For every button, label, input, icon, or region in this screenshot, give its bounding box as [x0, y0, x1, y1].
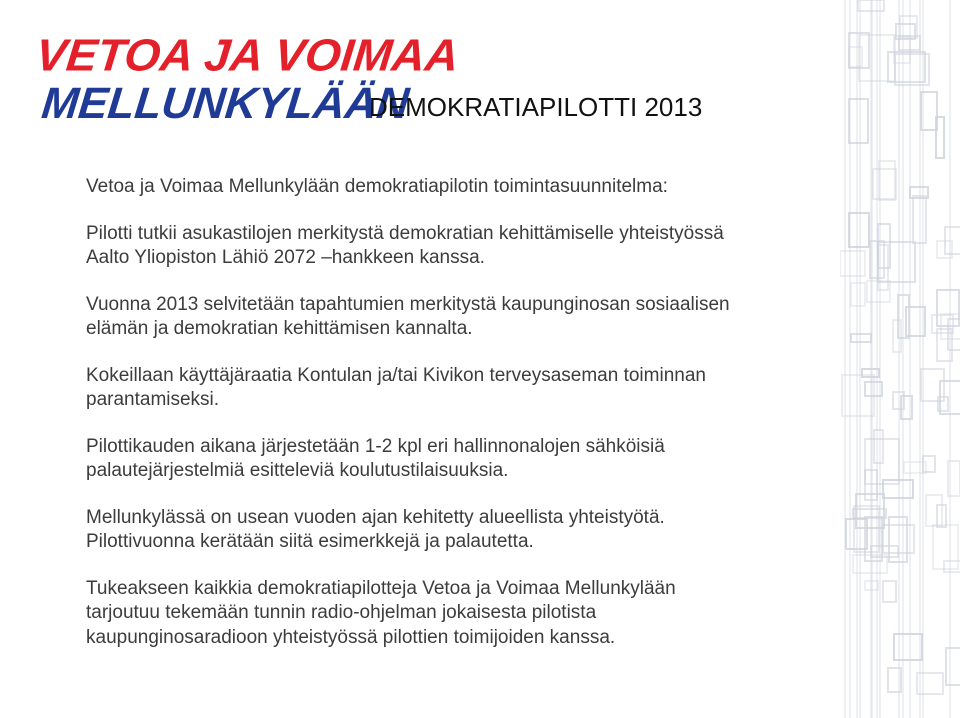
- paragraph: [86, 435, 826, 484]
- paragraph-line: parantamiseksi.: [86, 389, 220, 410]
- paragraph-line: kaupunginosaradioon yhteistyössä pilottien toimijoiden kanssa.: [86, 626, 616, 648]
- paragraph: [86, 364, 826, 413]
- body-text: [86, 175, 826, 650]
- paragraph-line: tarjoutuu tekemään tunnin radio-ohjelman jokaisesta pilotista: [86, 602, 597, 623]
- page-title: DEMOKRATIAPILOTTI 2013: [369, 92, 703, 122]
- paragraph-line: Pilottivuonna kerätään siitä esimerkkejä ja palautetta.: [86, 531, 534, 552]
- paragraph-line: Pilotti tutkii asukastilojen merkitystä demokratian kehittämiselle yhteistyössä: [86, 222, 724, 244]
- paragraph-line: Kokeillaan käyttäjäraatia Kontulan ja/tai Kivikon terveysaseman toiminnan: [86, 364, 706, 386]
- paragraph: [86, 506, 826, 555]
- paragraph: [86, 175, 826, 200]
- paragraph-line: Pilottikauden aikana järjestetään 1-2 kpl eri hallinnonalojen sähköisiä: [86, 435, 665, 457]
- paragraph-line: Aalto Yliopiston Lähiö 2072 –hankkeen kanssa.: [86, 247, 485, 268]
- logo-line-vetoa-ja-voimaa: VETOA JA VOIMAA: [33, 29, 462, 81]
- paragraph-line: Tukeakseen kaikkia demokratiapilotteja Vetoa ja Voimaa Mellunkylään: [86, 577, 676, 599]
- paragraph: [86, 577, 826, 651]
- paragraph-line: Vetoa ja Voimaa Mellunkylään demokratiapilotin toimintasuunnitelma:: [86, 176, 668, 197]
- paragraph-line: Vuonna 2013 selvitetään tapahtumien merkitystä kaupunginosan sosiaalisen: [86, 293, 730, 315]
- logo: [33, 29, 462, 130]
- decorative-grid-pattern: [840, 0, 960, 718]
- paragraph-line: palautejärjestelmiä esitteleviä koulutustilaisuuksia.: [86, 460, 509, 481]
- paragraph: [86, 222, 826, 271]
- paragraph-line: Mellunkylässä on usean vuoden ajan kehitetty alueellista yhteistyötä.: [86, 506, 665, 528]
- logo-line-mellunkylaan: MELLUNKYLÄÄN: [39, 79, 412, 128]
- paragraph-line: elämän ja demokratian kehittämisen kannalta.: [86, 318, 473, 339]
- paragraph: [86, 293, 826, 342]
